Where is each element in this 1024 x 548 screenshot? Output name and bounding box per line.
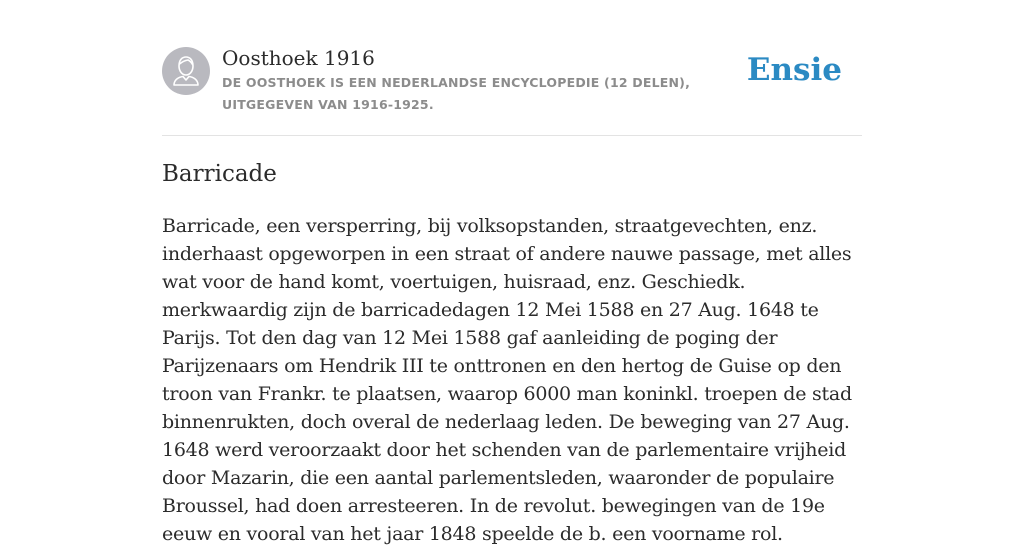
- source-description: DE OOSTHOEK IS EEN NEDERLANDSE ENCYCLOPEDIE (12 DELEN), UITGEGEVEN VAN 1916-1925.: [222, 75, 691, 112]
- article-title: Barricade: [162, 161, 277, 187]
- header-divider: [162, 135, 862, 136]
- user-avatar-icon[interactable]: [162, 47, 210, 95]
- article-body: Barricade, een versperring, bij volksopstanden, straatgevechten, enz. inderhaast opgeworpen in een straat of andere nauwe passage, met alles wat voor de hand komt, voertuigen, huisraad, enz. Geschiedk. merkwaardig zijn de barricadedagen 12 Mei 1588 en 27 Aug. 1648 te Parijs. Tot den dag van 12 Mei 1588 gaf aanleiding de poging der Parijzenaars om Hendrik III te onttronen en den hertog de Guise op den troon van Frankr. te plaatsen, waarop 6000 man koninkl. troepen de stad binnenrukten, doch overal de nederlaag leden. De beweging van 27 Aug. 1648 werd veroorzaakt door het schenden van de parlementaire vrijheid door Mazarin, die een aantal parlementsleden, waaronder de populaire Broussel, had doen arresteeren. In de revolut. bewegingen van de 19e eeuw en vooral van het jaar 1848 speelde de b. een voorname rol.: [162, 215, 852, 545]
- source-header: [162, 46, 862, 136]
- ensie-logo-link[interactable]: Ensie: [746, 52, 842, 88]
- source-title[interactable]: Oosthoek 1916: [222, 46, 375, 70]
